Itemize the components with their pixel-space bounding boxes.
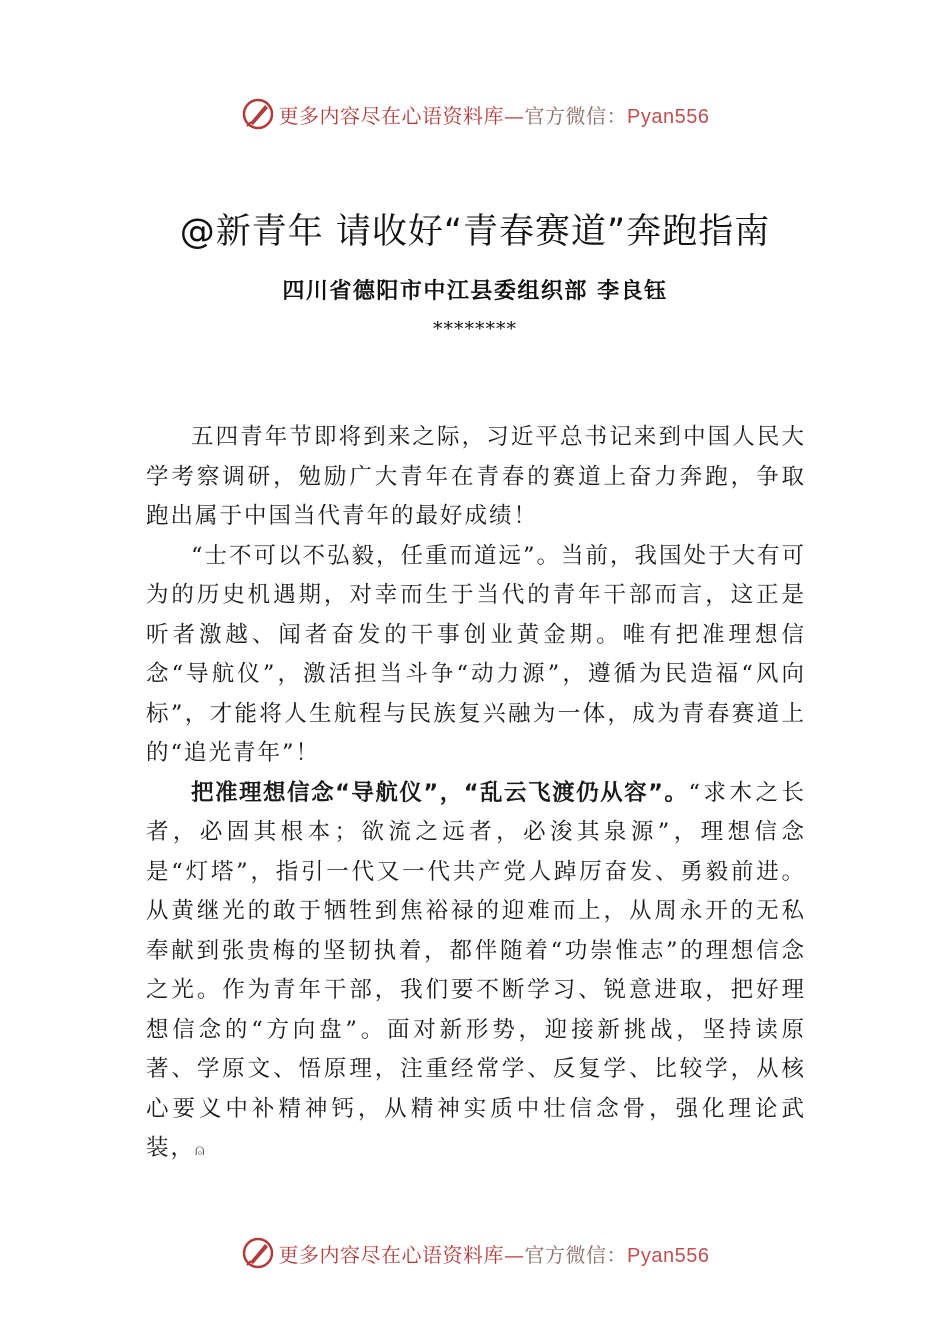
watermark-text: 更多内容尽在心语资料库—官方微信：Pyan556 <box>278 103 710 128</box>
quill-pen-icon <box>241 1236 275 1270</box>
paragraph-1: 五四青年节即将到来之际，习近平总书记来到中国人民大学考察调研，勉励广大青年在青春的赛道上奋力奔跑，争取跑出属于中国当代青年的最好成绩！ <box>146 424 806 529</box>
paragraph-3 <box>146 774 806 1170</box>
article-body <box>146 418 806 1170</box>
watermark-text: 更多内容尽在心语资料库—官方微信：Pyan556 <box>278 1242 710 1267</box>
paragraph-3-lead: 把准理想信念“导航仪”，“乱云飞渡仍从容”。 <box>191 779 689 806</box>
watermark-banner-top <box>0 94 950 134</box>
document-author: 四川省德阳市中江县委组织部 李良钰 <box>282 278 668 304</box>
quill-pen-icon <box>241 97 275 131</box>
paragraph-2: “士不可以不弘毅，任重而道远”。当前，我国处于大有可为的历史机遇期，对幸而生于当代的青年干部而言，这正是听者激越、闻者奋发的干事创业黄金期。唯有把准理想信念“导航仪”，激活担当斗争“动力源”，遵循为民造福“风向标”，才能将人生航程与民族复兴融为一体，成为青春赛道上的“追光青年”！ <box>146 542 807 766</box>
watermark-banner-bottom <box>0 1233 950 1273</box>
document-title: @新青年 请收好“青春赛道”奔跑指南 <box>179 212 771 252</box>
paragraph-3-text: “求木之长者，必固其根本；欲流之远者，必浚其泉源”，理想信念是“灯塔”，指引一代又一代共产党人踔厉奋发、勇毅前进。从黄继光的敢于牺牲到焦裕禄的迎难而上，从周永开的无私奉献到张贵梅的坚韧执着，都伴随着“功崇惟志”的理想信念之光。作为青年干部，我们要不断学习、锐意进取，把好理想信念的“方向盘”。面对新形势，迎接新挑战，坚持读原著、学原文、悟原理，注重经常学、反复学、比较学，从核心要义中补精神钙，从精神实质中壮信念骨，强化理论武装， <box>146 779 806 1161</box>
separator: ******** <box>433 318 517 340</box>
continuation-mark: ⍝ <box>195 1140 207 1159</box>
